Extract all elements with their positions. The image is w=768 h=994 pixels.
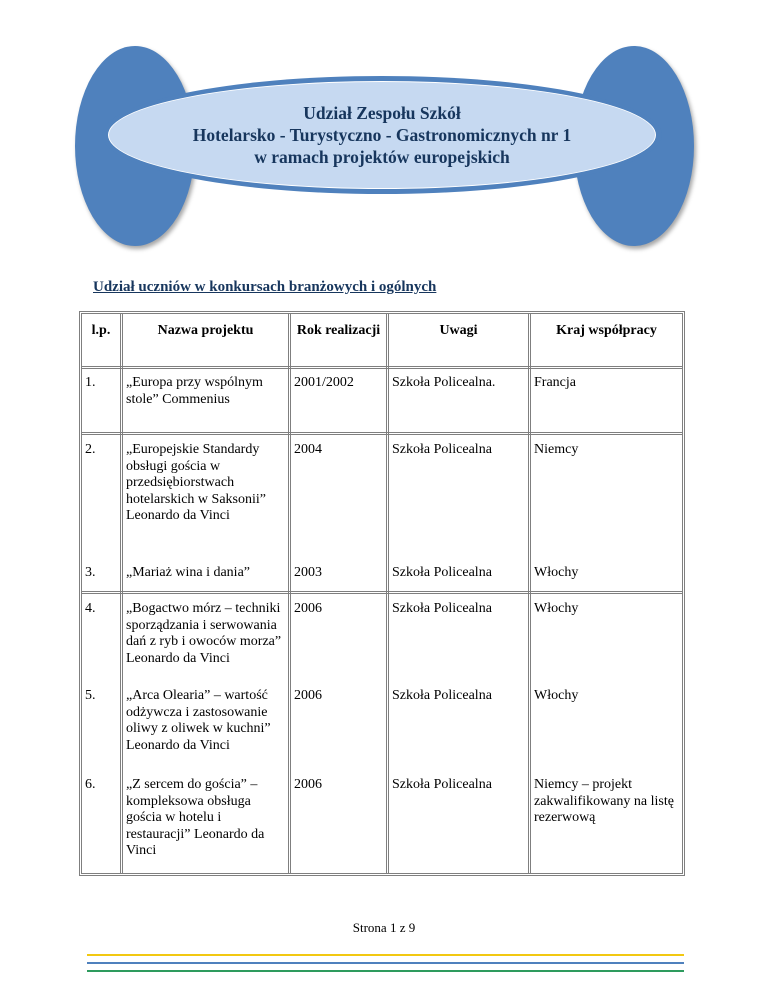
- cell-lp: 1.: [85, 375, 96, 390]
- cell-project-name: „Arca Olearia” – wartość odżywcza i zastosowanie oliwy z oliwek w kuchni” Leonardo da Vinci: [126, 688, 271, 753]
- footer-line-green: [87, 970, 684, 972]
- cell-lp: 2.: [85, 442, 96, 457]
- section-title: Udział uczniów w konkursach branżowych i ogólnych: [93, 279, 437, 295]
- cell-year: 2006: [294, 777, 322, 792]
- row-divider: [82, 591, 682, 594]
- row-divider: [82, 432, 682, 435]
- cell-lp: 4.: [85, 601, 96, 616]
- cell-notes: Szkoła Policealna: [392, 442, 492, 457]
- header-notes: Uwagi: [439, 323, 478, 338]
- header-year: Rok realizacji: [296, 323, 381, 338]
- cell-notes: Szkoła Policealna: [392, 777, 492, 792]
- cell-project-name: „Mariaż wina i dania”: [126, 565, 250, 580]
- cell-country: Włochy: [534, 565, 579, 580]
- cell-notes: Szkoła Policealna: [392, 565, 492, 580]
- header-title-line-1: Udział Zespołu Szkół: [303, 103, 461, 123]
- cell-project-name: „Europa przy wspólnym stole” Commenius: [126, 375, 263, 407]
- cell-year: 2003: [294, 565, 322, 580]
- header-title-line-3: w ramach projektów europejskich: [254, 147, 510, 167]
- cell-country: Włochy: [534, 688, 579, 703]
- page-number: Strona 1 z 9: [352, 920, 416, 935]
- header-project-name: Nazwa projektu: [157, 323, 254, 338]
- cell-lp: 6.: [85, 777, 96, 792]
- cell-lp: 5.: [85, 688, 96, 703]
- footer-line-yellow: [87, 954, 684, 956]
- cell-country: Włochy: [534, 601, 579, 616]
- cell-year: 2006: [294, 688, 322, 703]
- row-divider: [82, 366, 682, 369]
- footer-line-blue: [87, 962, 684, 964]
- cell-notes: Szkoła Policealna.: [392, 375, 496, 390]
- cell-lp: 3.: [85, 565, 96, 580]
- cell-country: Niemcy: [534, 442, 579, 457]
- cell-year: 2004: [294, 442, 322, 457]
- cell-notes: Szkoła Policealna: [392, 601, 492, 616]
- cell-project-name: „Europejskie Standardy obsługi gościa w przedsiębiorstwach hotelarskich w Saksonii” Leonardo da Vinci: [126, 442, 266, 523]
- cell-project-name: „Bogactwo mórz – techniki sporządzania i serwowania dań z ryb i owoców morza” Leonardo da Vinci: [126, 601, 282, 666]
- header-lp: l.p.: [91, 323, 111, 338]
- cell-year: 2006: [294, 601, 322, 616]
- cell-country: Francja: [534, 375, 576, 390]
- projects-table: [79, 311, 685, 876]
- header-banner: [108, 81, 656, 189]
- header-title-line-2: Hotelarsko - Turystyczno - Gastronomicznych nr 1: [192, 125, 572, 145]
- cell-country: Niemcy – projekt zakwalifikowany na listę rezerwową: [534, 777, 674, 825]
- header-country: Kraj współpracy: [556, 323, 657, 338]
- cell-notes: Szkoła Policealna: [392, 688, 492, 703]
- cell-project-name: „Z sercem do gościa” – kompleksowa obsługa gościa w hotelu i restauracji” Leonardo da Vinci: [126, 777, 265, 858]
- cell-year: 2001/2002: [294, 375, 354, 390]
